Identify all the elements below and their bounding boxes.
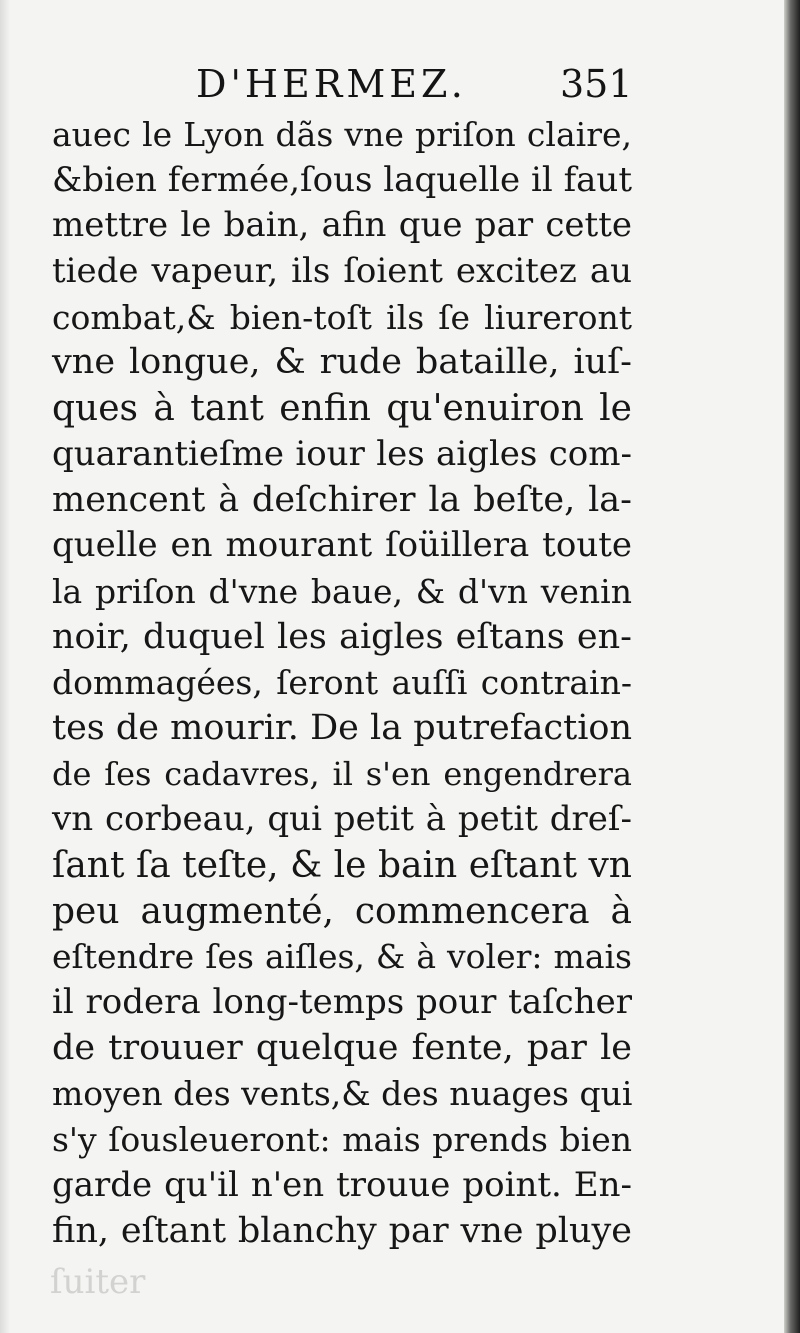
text-line: s'y ſousleueront: mais prends bien <box>52 1120 632 1160</box>
text-line: la priſon d'vne baue, & d'vn venin <box>52 571 632 611</box>
text-line: mencent à deſchirer la beſte, la- <box>52 479 632 520</box>
text-line: dommagées, ſeront auſſi contrain- <box>52 663 632 703</box>
page-header <box>0 62 800 112</box>
text-line: quelle en mourant ſoüillera toute <box>52 525 632 566</box>
text-line: fin, eſtant blanchy par vne pluye <box>52 1210 632 1251</box>
text-line: ques à tant enfin qu'enuiron le <box>52 388 632 430</box>
text-line: vn corbeau, qui petit à petit dreſ- <box>52 799 632 840</box>
text-line: de ſes cadavres, il s'en engendrera <box>52 754 632 793</box>
text-line: de trouuer quelque fente, par le <box>52 1027 632 1068</box>
text-line: tiede vapeur, ils ſoient excitez au <box>52 251 632 292</box>
page-edge-shadow <box>0 0 10 1333</box>
text-line: tes de mourir. De la putrefaction <box>52 707 632 748</box>
text-line: eſtendre ſes aiſles, & à voler: mais <box>52 937 632 977</box>
offprint-bleed-text: ſuiter <box>50 1262 146 1302</box>
text-line: mettre le bain, afin que par cette <box>52 205 632 246</box>
text-line: noir, duquel les aigles eſtans en- <box>52 616 632 657</box>
body-text <box>52 112 632 1254</box>
text-line: ſant ſa teſte, & le bain eſtant vn <box>52 845 632 886</box>
text-line: quarantieſme iour les aigles com- <box>52 433 632 474</box>
running-head: D'HERMEZ. <box>196 62 467 106</box>
text-line: &bien fermée,ſous laquelle il faut <box>52 159 632 200</box>
page-number: 351 <box>560 62 633 106</box>
text-line: auec le Lyon dãs vne priſon claire, <box>52 115 632 154</box>
text-line: vne longue, & rude bataille, iuſ- <box>52 342 632 383</box>
text-line: il rodera long-temps pour taſcher <box>52 982 632 1023</box>
text-line: moyen des vents,& des nuages qui <box>52 1074 633 1114</box>
binding-edge <box>784 0 800 1333</box>
text-line: combat,& bien-toſt ils ſe liureront <box>52 297 632 337</box>
text-line: garde qu'il n'en trouue point. En- <box>52 1164 632 1205</box>
text-line: peu augmenté, commencera à <box>52 890 632 932</box>
